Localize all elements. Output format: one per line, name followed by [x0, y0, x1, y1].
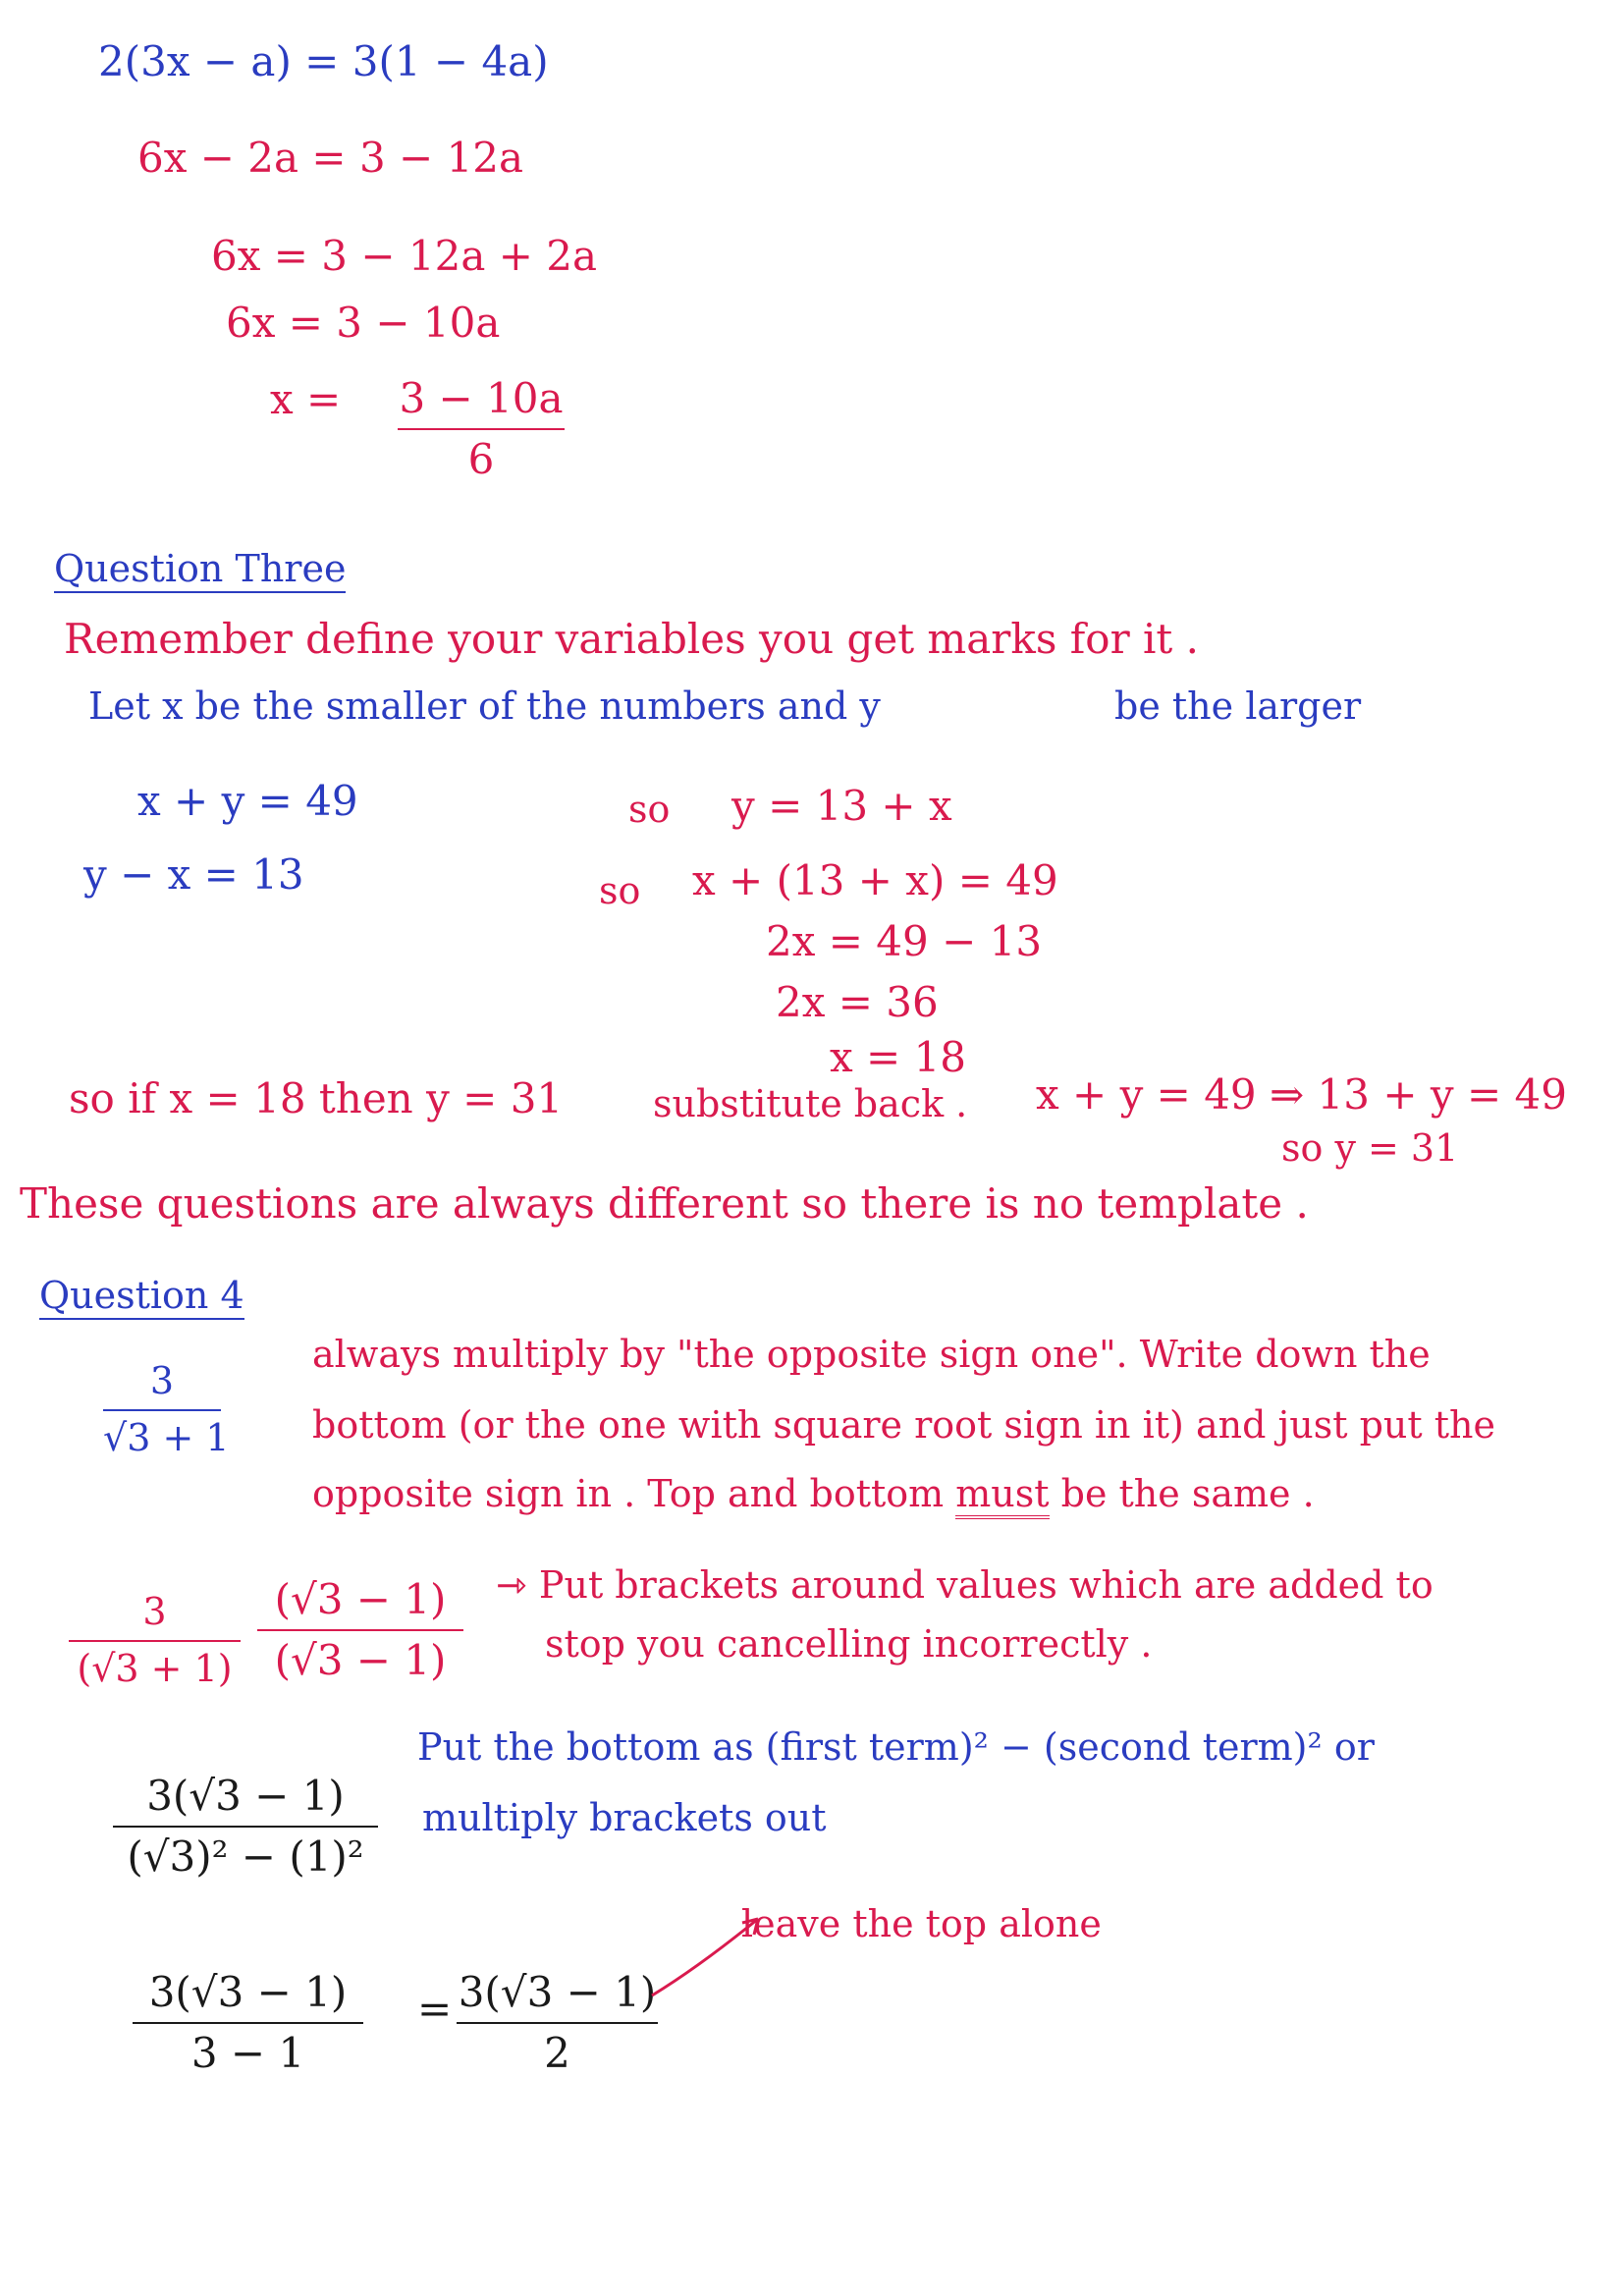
q4-instruction-line-2: bottom (or the one with square root sign in it) and just put the: [312, 1403, 1495, 1447]
q3-step-3: x = 18: [830, 1033, 967, 1081]
q3-so-1-eq: y = 13 + x: [731, 782, 952, 830]
q3-substitute-equation-2: so y = 31: [1281, 1126, 1459, 1170]
q4-step1-numerator-b: (√3 − 1): [274, 1575, 447, 1623]
q4-equals: =: [417, 1985, 453, 2033]
q3-let-line: Let x be the smaller of the numbers and y: [88, 684, 881, 728]
q4-step1-bar-b: [257, 1629, 463, 1631]
q3-let-line-end: be the larger: [1114, 684, 1362, 728]
q3-substitute-equation: x + y = 49 ⇒ 13 + y = 49: [1036, 1070, 1567, 1119]
q4-step4-fraction: [457, 1969, 658, 2078]
q4-step3-bar: [133, 2022, 363, 2024]
q4-expression-denominator: √3 + 1: [103, 1415, 230, 1459]
q4-step3-denominator: 3 − 1: [190, 2029, 305, 2078]
q4-bottom-note-1: Put the bottom as (first term)² − (second term)² or: [417, 1725, 1375, 1769]
q4-step4-numerator: 3(√3 − 1): [458, 1968, 657, 2016]
q4-instruction-line-1: always multiply by "the opposite sign one". Write down the: [312, 1333, 1431, 1376]
q3-substitute-back: substitute back .: [653, 1082, 968, 1125]
q3-so-2: so: [599, 869, 641, 912]
top-line-2: 6x − 2a = 3 − 12a: [137, 134, 524, 182]
q4-instruction-must: must: [955, 1472, 1049, 1519]
q4-step1-denominator-b: (√3 − 1): [274, 1636, 447, 1685]
q3-remember-note: Remember define your variables you get marks for it .: [64, 615, 1200, 663]
top-fraction-numerator: 3 − 10a: [399, 374, 564, 422]
q4-step4-denominator: 2: [544, 2029, 570, 2078]
q4-step2-numerator: 3(√3 − 1): [146, 1772, 345, 1820]
q3-so-2-eq: x + (13 + x) = 49: [692, 856, 1058, 904]
q3-step-1: 2x = 49 − 13: [766, 917, 1043, 965]
q4-brackets-note-2: stop you cancelling incorrectly .: [545, 1622, 1153, 1666]
q3-heading: Question Three: [54, 550, 346, 593]
q4-expression-bar: [103, 1409, 221, 1411]
top-line-4: 6x = 3 − 10a: [226, 299, 501, 347]
top-line-3: 6x = 3 − 12a + 2a: [211, 232, 598, 280]
q4-instruction-line-3-end: be the same .: [1060, 1472, 1315, 1515]
q4-expression: [103, 1359, 230, 1459]
q4-step2-denominator: (√3)² − (1)²: [127, 1832, 364, 1882]
q4-step1-denominator-a: (√3 + 1): [77, 1646, 233, 1690]
top-line-1: 2(3x − a) = 3(1 − 4a): [98, 37, 549, 85]
q3-result: so if x = 18 then y = 31: [69, 1074, 564, 1122]
q4-step1-fraction-a: [69, 1591, 241, 1690]
top-line-5-fraction: [398, 375, 565, 484]
q4-step3-numerator: 3(√3 − 1): [148, 1968, 348, 2016]
q3-step-2: 2x = 36: [776, 978, 939, 1026]
q4-step2-bar: [113, 1826, 378, 1828]
q3-template-note: These questions are always different so there is no template .: [20, 1179, 1309, 1228]
q4-step2-fraction: [113, 1773, 378, 1882]
q4-step1-fraction-b: [257, 1576, 463, 1685]
top-fraction-denominator: 6: [467, 435, 495, 484]
q4-expression-numerator: 3: [149, 1359, 175, 1402]
q4-instruction-line-3-start: opposite sign in . Top and bottom: [312, 1472, 945, 1515]
top-line-5-lhs: x =: [270, 375, 342, 423]
q4-bottom-note-2: multiply brackets out: [422, 1796, 827, 1839]
q4-step1-bar-a: [69, 1640, 241, 1642]
q4-heading: Question 4: [39, 1277, 244, 1320]
q4-step4-bar: [457, 2022, 658, 2024]
q4-instruction-line-3: [312, 1472, 1315, 1515]
q3-equation-1: x + y = 49: [137, 777, 358, 825]
q3-so-1: so: [628, 788, 671, 831]
q3-equation-2: y − x = 13: [83, 850, 304, 899]
q4-step1-numerator-a: 3: [142, 1590, 167, 1633]
q4-leave-top-note: leave the top alone: [741, 1902, 1102, 1945]
top-fraction-bar: [398, 428, 565, 430]
q4-step3-fraction: [133, 1969, 363, 2078]
q4-brackets-note-1: ⇾ Put brackets around values which are added to: [496, 1563, 1434, 1607]
